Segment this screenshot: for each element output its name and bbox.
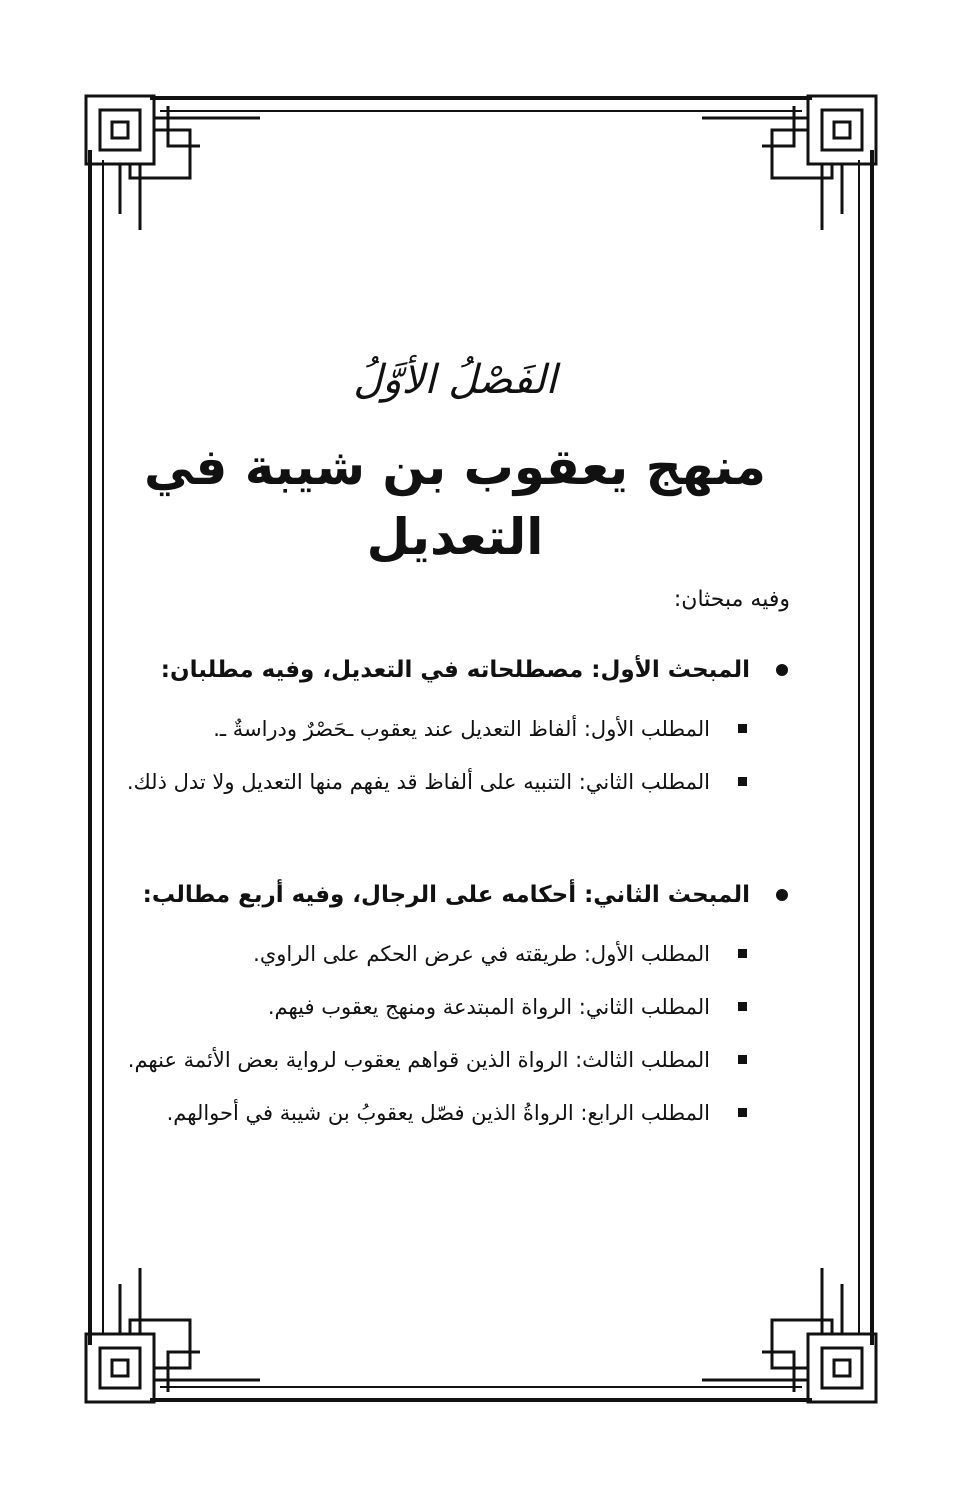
- square-bullet-icon: [738, 1108, 747, 1117]
- page-content: [110, 340, 800, 1200]
- intro-text: وفيه مبحثان:: [673, 587, 790, 612]
- square-bullet-icon: [738, 1002, 747, 1011]
- subsection-list: [110, 928, 800, 1140]
- list-item-text: المطلب الرابع: الرواةُ الذين فصّل يعقوبُ بن شيبة في أحوالهم.: [166, 1101, 710, 1125]
- list-item-text: المطلب الأول: ألفاظ التعديل عند يعقوب ـحَصْرٌ ودراسةٌ ـ.: [213, 717, 710, 741]
- square-bullet-icon: [738, 1055, 747, 1064]
- square-bullet-icon: [738, 949, 747, 958]
- subsection-list: [110, 703, 800, 809]
- section-first: [110, 645, 800, 809]
- section-title: المبحث الأول: مصطلحاته في التعديل، وفيه مطلبان:: [160, 657, 750, 683]
- chapter-title: منهج يعقوب بن شيبة في التعديل: [143, 438, 767, 566]
- section-heading: [110, 645, 800, 695]
- list-item-text: المطلب الثالث: الرواة الذين قواهم يعقوب لرواية بعض الأئمة عنهم.: [127, 1048, 710, 1072]
- list-item: [110, 1087, 800, 1140]
- corner-ornament-bottom-left: [86, 1268, 260, 1402]
- corner-ornament-bottom-right: [702, 1268, 876, 1402]
- section-heading: [110, 870, 800, 920]
- list-item-text: المطلب الأول: طريقته في عرض الحكم على الراوي.: [253, 942, 710, 966]
- list-item-text: المطلب الثاني: الرواة المبتدعة ومنهج يعقوب فيهم.: [267, 995, 710, 1019]
- list-item: [110, 928, 800, 981]
- list-item: [110, 1034, 800, 1087]
- corner-ornament-top-left: [86, 96, 260, 230]
- section-second: [110, 870, 800, 1140]
- square-bullet-icon: [738, 777, 747, 786]
- chapter-label: الفَصْلُ الأوَّلُ: [353, 357, 557, 403]
- square-bullet-icon: [738, 724, 747, 733]
- list-item: [110, 703, 800, 756]
- list-item: [110, 756, 800, 809]
- section-title: المبحث الثاني: أحكامه على الرجال، وفيه أربع مطالب:: [142, 882, 750, 908]
- list-item-text: المطلب الثاني: التنبيه على ألفاظ قد يفهم منها التعديل ولا تدل ذلك.: [126, 770, 710, 794]
- bullet-dot-icon: [776, 664, 788, 676]
- bullet-dot-icon: [776, 889, 788, 901]
- corner-ornament-top-right: [702, 96, 876, 230]
- list-item: [110, 981, 800, 1034]
